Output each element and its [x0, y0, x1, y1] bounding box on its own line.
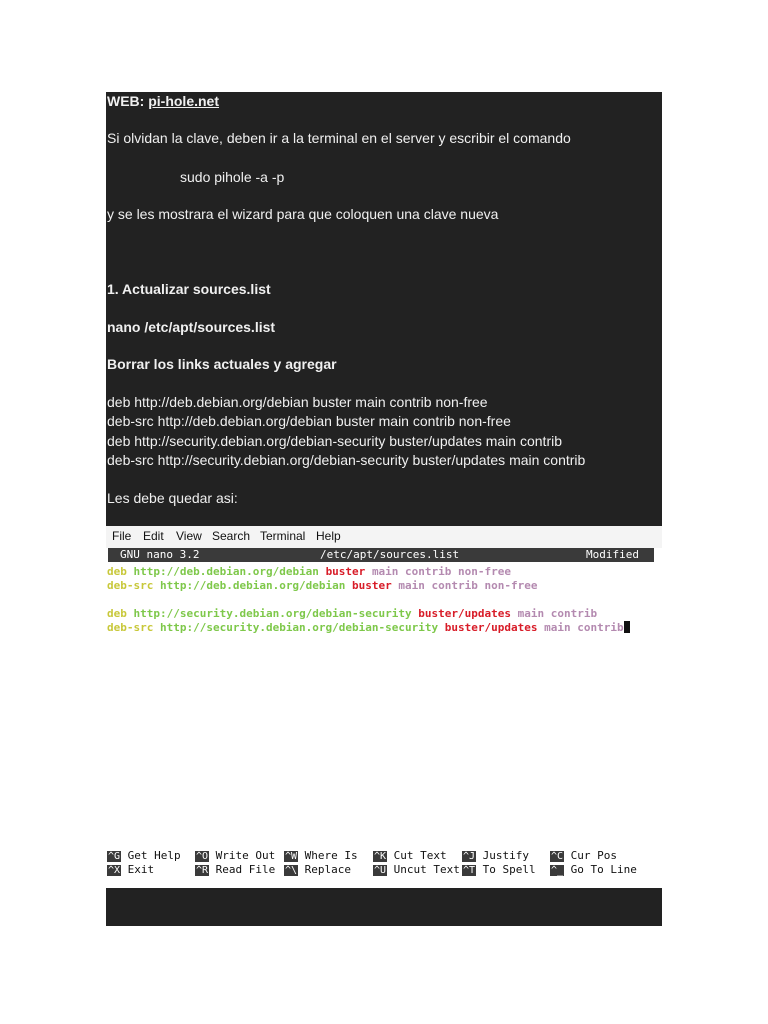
menu-view[interactable]: View — [176, 529, 202, 543]
borrar-instruction: Borrar los links actuales y agregar — [107, 356, 337, 372]
nano-version: GNU nano 3.2 — [120, 548, 200, 561]
wizard-paragraph: y se les mostrara el wizard para que coloquen una clave nueva — [107, 206, 499, 222]
terminal-menubar — [106, 526, 662, 548]
menu-help[interactable]: Help — [316, 529, 341, 543]
web-link[interactable]: pi-hole.net — [148, 93, 219, 109]
shortcut-justify[interactable]: ^J Justify — [463, 849, 530, 862]
menu-search[interactable]: Search — [212, 529, 251, 543]
web-line — [107, 92, 219, 111]
document-page — [106, 92, 662, 926]
forgot-paragraph: Si olvidan la clave, deben ir a la terminal en el server y escribir el comando — [107, 130, 571, 146]
shortcut-replace[interactable]: ^\ Replace — [285, 863, 352, 876]
editor-line-1: deb http://deb.debian.org/debian buster main contrib non-free — [107, 565, 512, 578]
nano-command: nano /etc/apt/sources.list — [107, 319, 276, 335]
editor-line-4: deb-src http://security.debian.org/debian-security buster/updates main contrib — [107, 621, 630, 635]
nano-file-path: /etc/apt/sources.list — [320, 548, 460, 561]
text-cursor — [624, 621, 630, 633]
menu-file[interactable]: File — [112, 529, 132, 543]
menu-terminal[interactable]: Terminal — [260, 529, 306, 543]
shortcut-get-help[interactable]: ^G Get Help — [108, 849, 181, 862]
source-line-4: deb-src http://security.debian.org/debian-security buster/updates main contrib — [107, 452, 586, 468]
shortcut-where-is[interactable]: ^W Where Is — [285, 849, 358, 862]
result-intro: Les debe quedar asi: — [107, 490, 238, 506]
menu-edit[interactable]: Edit — [143, 529, 164, 543]
source-line-3: deb http://security.debian.org/debian-security buster/updates main contrib — [107, 433, 562, 449]
web-label: WEB: — [107, 93, 149, 109]
shortcut-read-file[interactable]: ^R Read File — [196, 863, 276, 876]
shortcut-write-out[interactable]: ^O Write Out — [196, 849, 276, 862]
shortcut-uncut-text[interactable]: ^U Uncut Text — [374, 863, 460, 876]
shortcut-exit[interactable]: ^X Exit — [108, 863, 155, 876]
shortcut-cut-text[interactable]: ^K Cut Text — [374, 849, 447, 862]
command-text: sudo pihole -a -p — [180, 169, 285, 185]
editor-line-3: deb http://security.debian.org/debian-security buster/updates main contrib — [107, 607, 598, 620]
source-line-2: deb-src http://deb.debian.org/debian buster main contrib non-free — [107, 413, 511, 429]
step-title: 1. Actualizar sources.list — [107, 281, 271, 297]
nano-editor[interactable] — [106, 562, 662, 888]
source-line-1: deb http://deb.debian.org/debian buster main contrib non-free — [107, 394, 488, 410]
shortcut-to-spell[interactable]: ^T To Spell — [463, 863, 536, 876]
shortcut-go-to-line[interactable]: ^_ Go To Line — [551, 863, 637, 876]
nano-titlebar — [108, 548, 654, 562]
shortcut-cur-pos[interactable]: ^C Cur Pos — [551, 849, 618, 862]
terminal-screenshot — [106, 526, 662, 888]
nano-status: Modified — [586, 548, 639, 561]
editor-line-2: deb-src http://deb.debian.org/debian buster main contrib non-free — [107, 579, 538, 592]
